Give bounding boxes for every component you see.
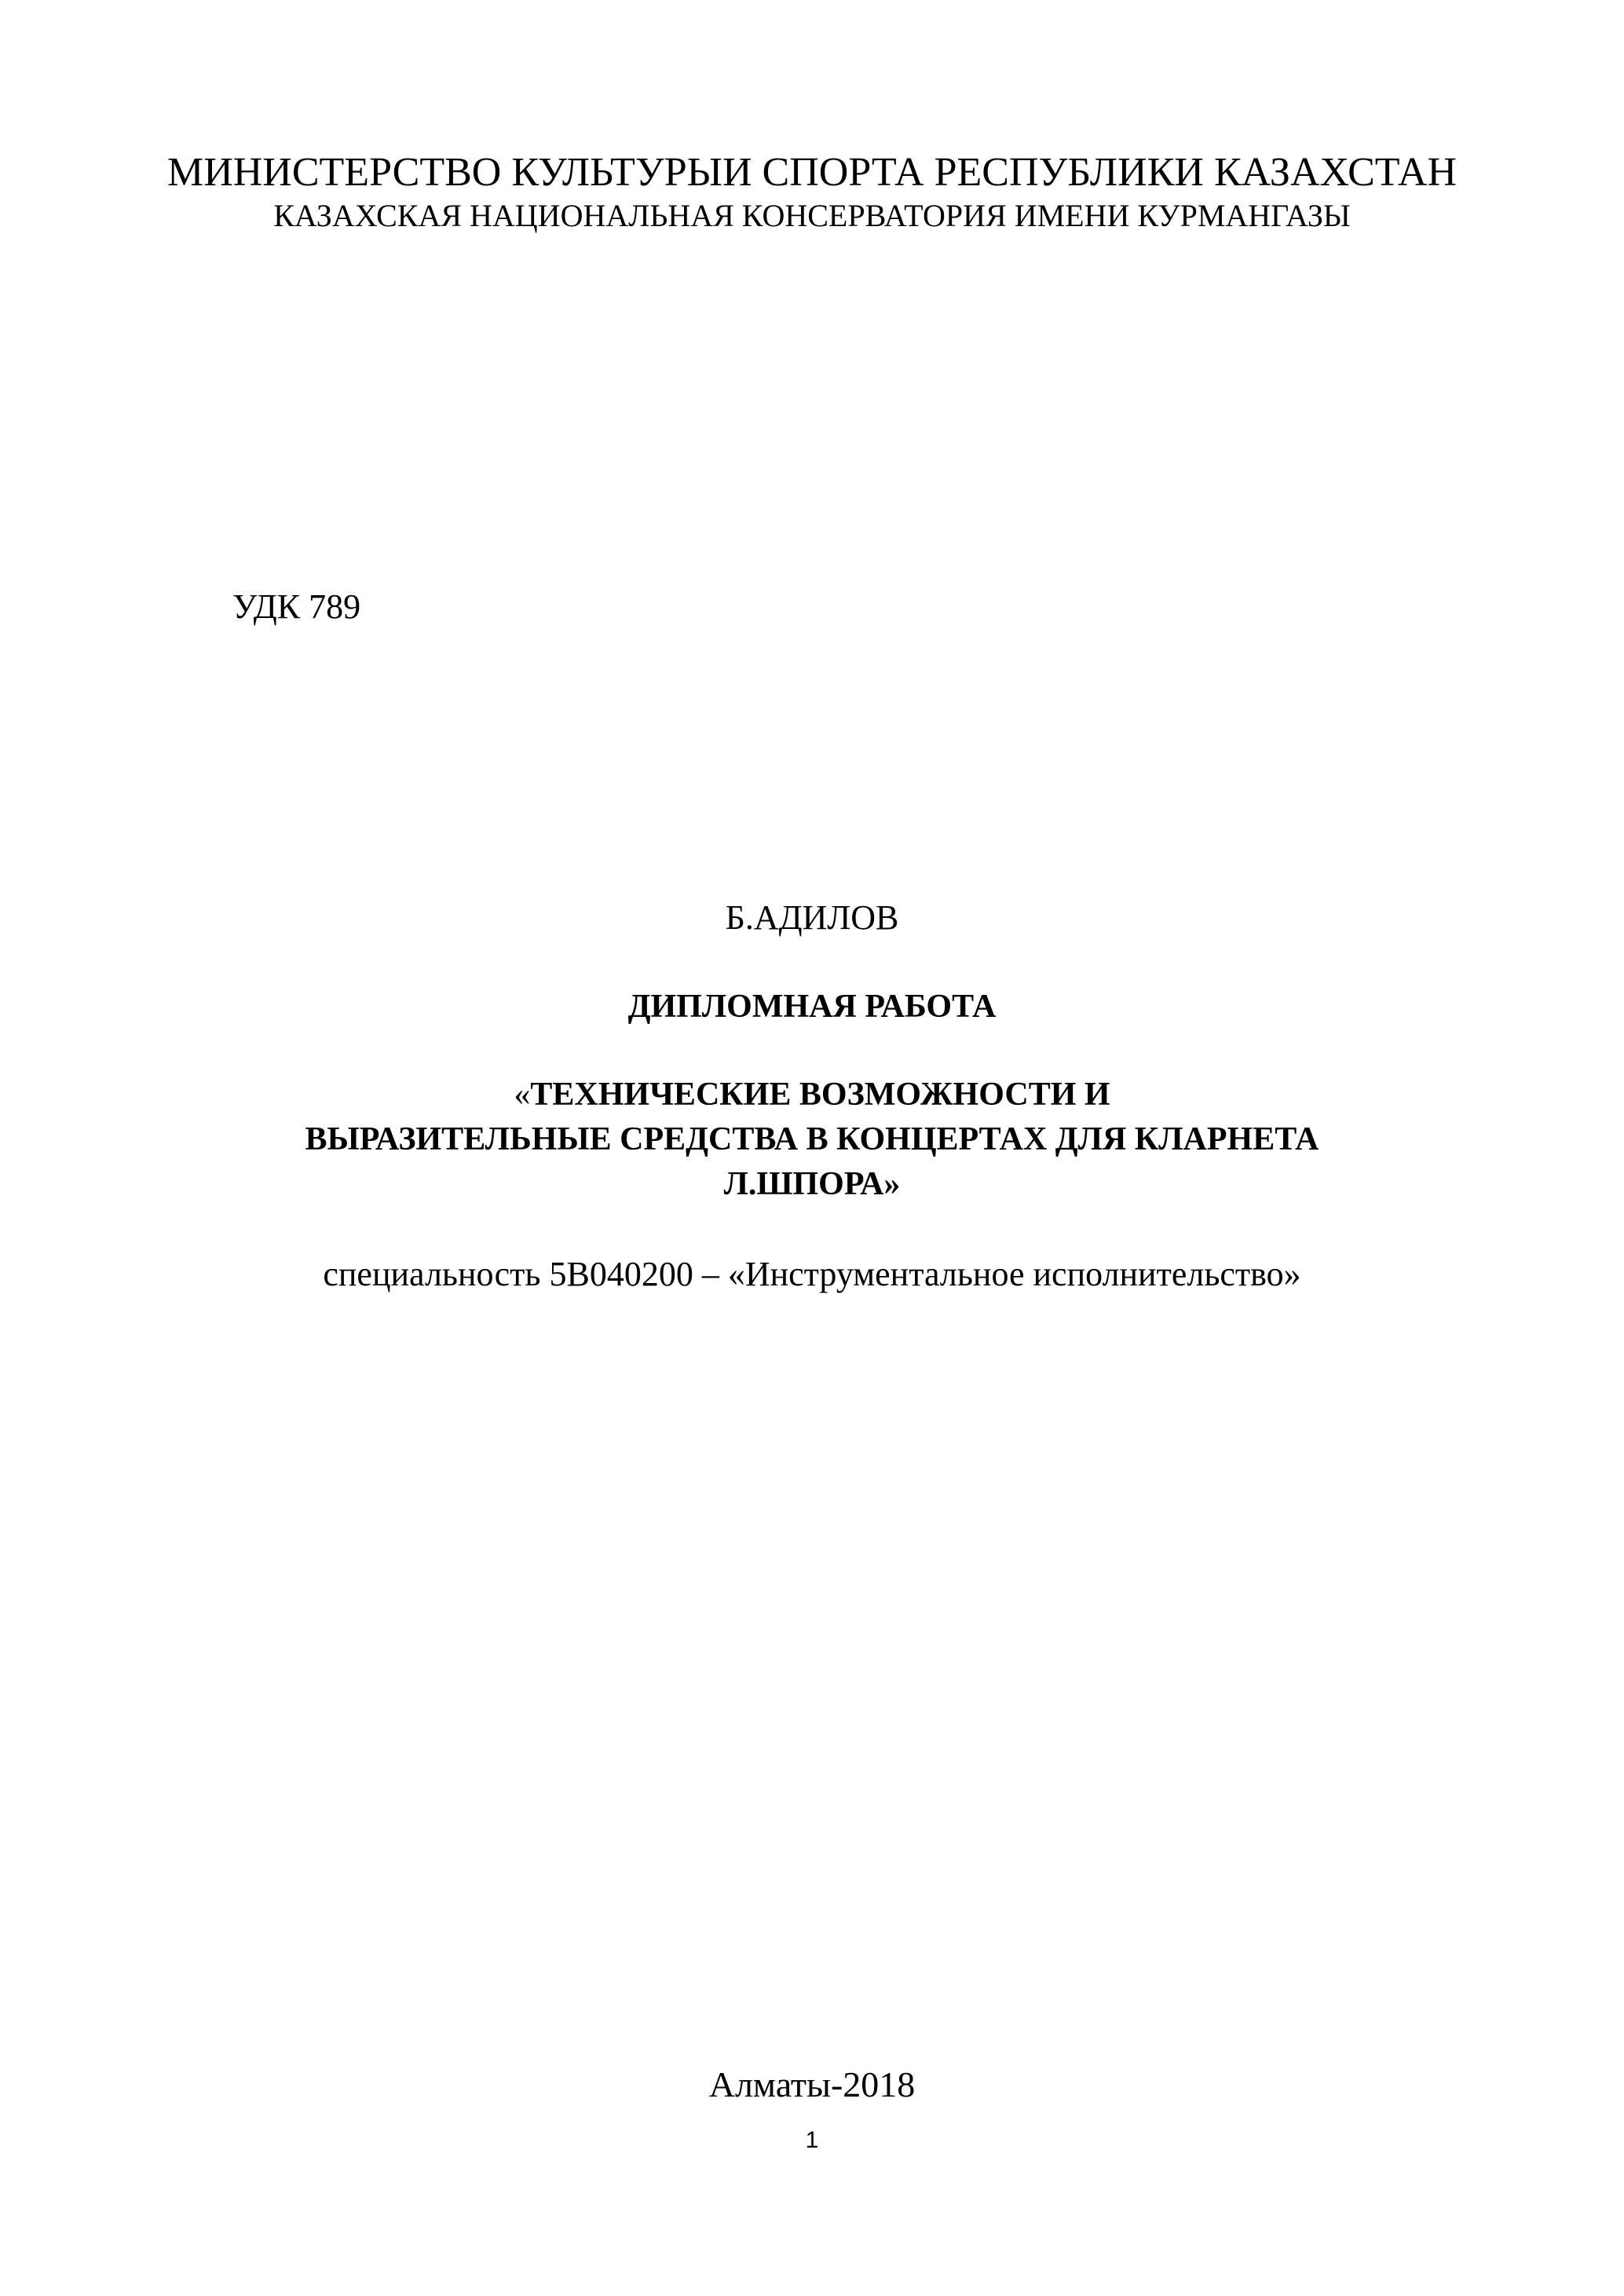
page-number: 1	[805, 2127, 819, 2153]
ministry-heading: МИНИСТЕРСТВО КУЛЬТУРЫИ СПОРТА РЕСПУБЛИКИ КАЗАХСТАН	[166, 150, 1458, 195]
work-type-heading: ДИПЛОМНАЯ РАБОТА	[627, 989, 997, 1025]
thesis-title-line-2: ВЫРАЗИТЕЛЬНЫЕ СРЕДСТВА В КОНЦЕРТАХ ДЛЯ КЛАРНЕТА	[305, 1121, 1319, 1157]
author-name: Б.АДИЛОВ	[725, 898, 899, 937]
udk-code: УДК 789	[232, 587, 361, 626]
specialty-line: специальность 5В040200 – «Инструментальное исполнительство»	[323, 1255, 1301, 1293]
thesis-title-line-3: Л.ШПОРА»	[723, 1166, 901, 1202]
city-year: Алматы-2018	[708, 2064, 916, 2104]
thesis-title-line-1-text: ТЕХНИЧЕСКИЕ ВОЗМОЖНОСТИ И	[530, 1077, 1110, 1113]
thesis-title-line-1	[0, 1073, 1624, 1117]
thesis-title	[0, 1073, 1624, 1207]
thesis-title-open-quote: «	[514, 1077, 531, 1113]
conservatory-heading: КАЗАХСКАЯ НАЦИОНАЛЬНАЯ КОНСЕРВАТОРИЯ ИМЕНИ КУРМАНГАЗЫ	[273, 198, 1351, 233]
